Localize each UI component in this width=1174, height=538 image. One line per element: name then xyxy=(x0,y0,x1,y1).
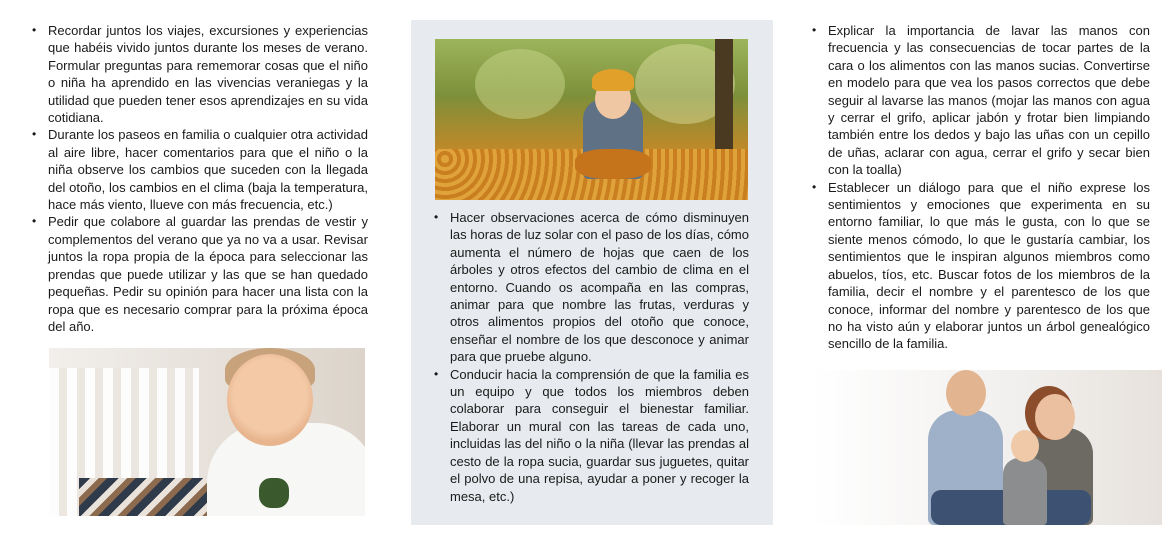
family-photo xyxy=(813,370,1162,525)
list-item: • Conducir hacia la comprensión de que la familia es un equipo y que todos los miembros deben colaborar para conseguir el bienestar familiar. Elaborar un mural con las tareas de cada uno, incluidas las del niño o la niña (llevar las prendas al cesto de la ropa sucia, guardar sus juguetes, quitar el polvo de una repisa, ayudar a poner y recoger la mesa, etc.) xyxy=(434,366,749,504)
bullet-icon: • xyxy=(812,179,817,194)
bullet-icon: • xyxy=(32,127,37,142)
left-column xyxy=(30,22,368,335)
baby-photo xyxy=(49,348,365,516)
middle-bullet-list xyxy=(432,209,749,505)
autumn-child-photo xyxy=(435,39,748,200)
bullet-icon: • xyxy=(32,214,37,229)
list-item: • Explicar la importancia de lavar las manos con frecuencia y las consecuencias de tocar partes de la cara o los alimentos con las manos sucias. Convertirse en modelo para que vea los pasos correctos que debe seguir al lavarse las manos (mojar las manos con agua y cerrar el grifo, aplicar jabón y frotar bien limpiando también entre los dedos y bajo las uñas con un cepillo de uñas, aclarar con agua, cerrar el grifo y secar bien con la toalla) xyxy=(812,23,1150,178)
bullet-icon: • xyxy=(812,23,817,37)
list-item: • Hacer observaciones acerca de cómo disminuyen las horas de luz solar con el paso de los días, cómo aumenta el número de hojas que caen de los árboles y otros efectos del cambio de clima en el entorno. Cuando os acompaña en las compras, animar para que nombre las frutas, verduras y otros alimentos propios del otoño que conoce, enseñar el nombre de los que desconoce y animar para que pruebe alguno. xyxy=(434,210,749,365)
bullet-icon: • xyxy=(434,210,439,224)
list-item: • Recordar juntos los viajes, excursiones y experiencias que habéis vivido juntos durante los meses de verano. Formular preguntas para rememorar cosas que el niño o niña ha aprendido en las vivencias veraniegas y la utilidad que pueden tener esos aprendizajes en su vida cotidiana. xyxy=(32,23,368,126)
middle-column xyxy=(411,20,773,525)
list-item: • Pedir que colabore al guardar las prendas de vestir y complementos del verano que ya no va a usar. Revisar juntos la ropa propia de la época para seleccionar las prendas que puede utilizar y las que se han quedado pequeñas. Pedir su opinión para hacer una lista con la ropa que es necesario comprar para la próxima época del año. xyxy=(32,214,368,334)
right-bullet-list xyxy=(810,22,1150,353)
list-item: • Durante los paseos en familia o cualquier otra actividad al aire libre, hacer comentarios para que el niño o la niña observe los cambios que suceden con la llegada del otoño, los cambios en el clima (baja la temperatura, hace más viento, llueve con más frecuencia, etc.) xyxy=(32,127,368,213)
bullet-icon: • xyxy=(434,366,439,381)
right-column xyxy=(810,22,1150,353)
list-item: • Establecer un diálogo para que el niño exprese los sentimientos y emociones que experimenta en su entorno familiar, lo que más le gusta, con lo que se siente menos cómodo, lo que le gustaría cambiar, los sentimientos que le inspiran algunos miembros como abuelos, tíos, etc. Buscar fotos de los miembros de la familia, decir el nombre y el parentesco de los que conoce, informar del nombre y parentesco de los que no ha visto aún y elaborar juntos un árbol genealógico sencillo de la familia. xyxy=(812,179,1150,352)
left-bullet-list xyxy=(30,22,368,335)
bullet-icon: • xyxy=(32,23,37,37)
